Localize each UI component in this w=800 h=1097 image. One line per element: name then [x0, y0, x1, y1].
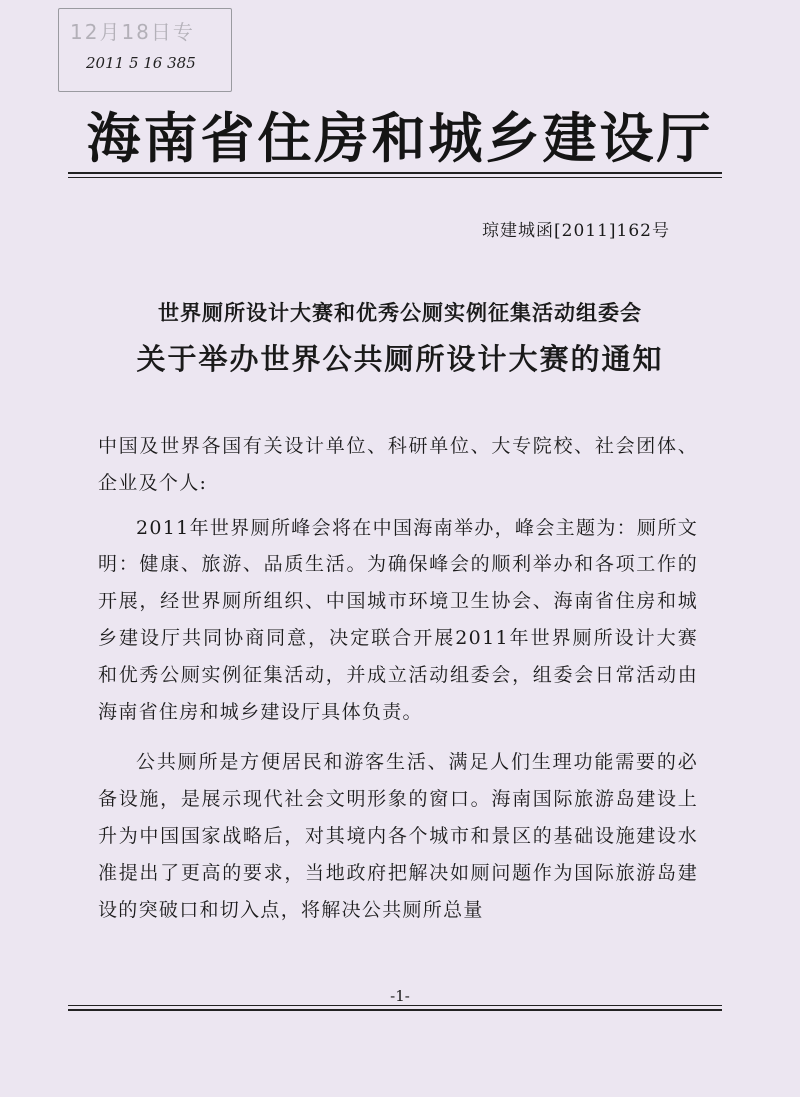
footer-rule-top	[68, 1005, 722, 1006]
page-number: -1-	[390, 987, 410, 1005]
notice-title: 关于举办世界公共厕所设计大赛的通知	[136, 342, 664, 376]
organization-title: 海南省住房和城乡建设厅	[86, 106, 714, 170]
salutation: 中国及世界各国有关设计单位、科研单位、大专院校、社会团体、企业及个人:	[98, 435, 698, 494]
body-paragraph-1: 2011年世界厕所峰会将在中国海南举办，峰会主题为：厕所文明：健康、旅游、品质生活。为确保峰会的顺利举办和各项工作的开展，经世界厕所组织、中国城市环境卫生协会、海南省住房和城乡建设厅共同协商同意，决定联合开展2011年世界厕所设计大赛和优秀公厕实例征集活动，并成立活动组委会，组委会日常活动由海南省住房和城乡建设厅具体负责。	[98, 516, 698, 723]
document-number: 琼建城函[2011]162号	[482, 221, 670, 241]
footer-rule-bottom	[68, 1009, 722, 1011]
notice-issuer: 世界厕所设计大赛和优秀公厕实例征集活动组委会	[158, 300, 642, 325]
stamp-handwritten-date: 2011 5 16 385	[86, 54, 196, 72]
stamp-printed-text: 12月18日专	[70, 20, 195, 44]
header-rule-bottom	[68, 177, 722, 178]
document-body	[98, 428, 698, 928]
header-rule-top	[68, 172, 722, 174]
body-paragraph-2: 公共厕所是方便居民和游客生活、满足人们生理功能需要的必备设施，是展示现代社会文明形象的窗口。海南国际旅游岛建设上升为中国国家战略后，对其境内各个城市和景区的基础设施建设水准提出了更高的要求，当地政府把解决如厕问题作为国际旅游岛建设的突破口和切入点，将解决公共厕所总量	[98, 751, 698, 921]
